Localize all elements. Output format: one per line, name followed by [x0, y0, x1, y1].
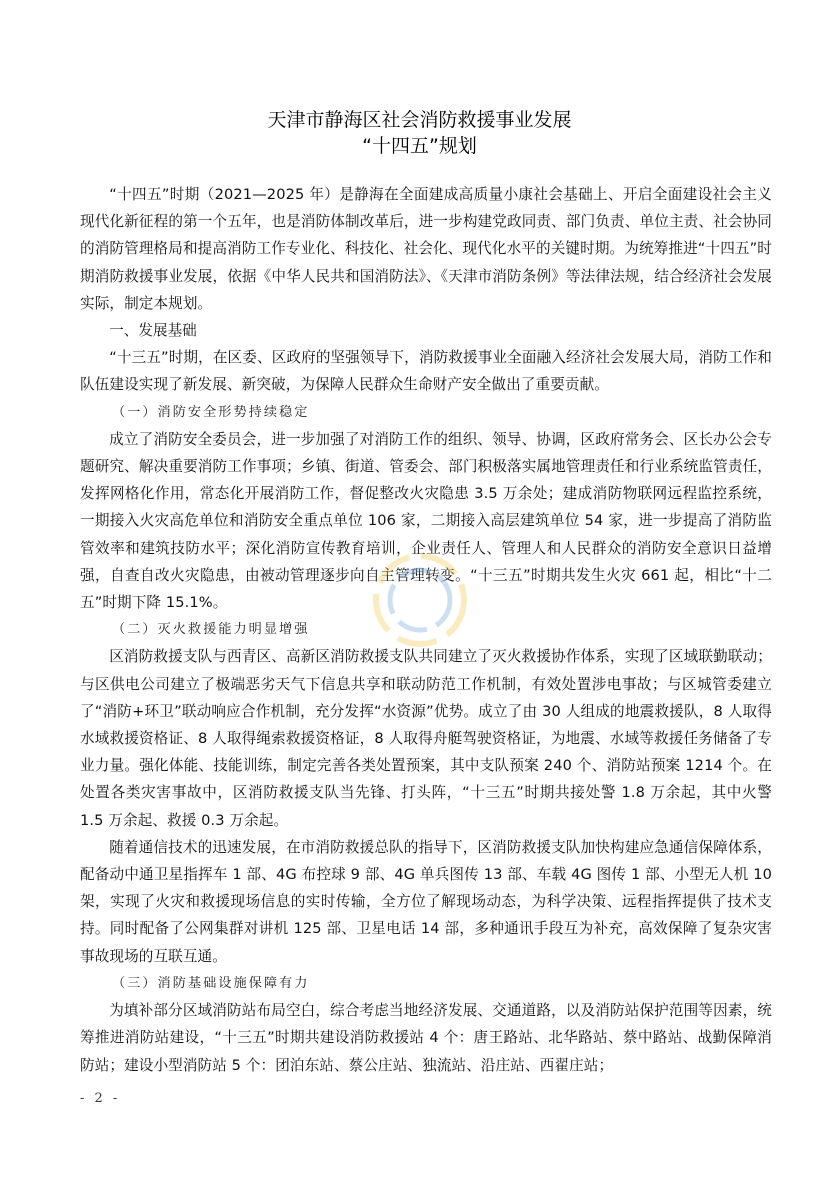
- page-number: - 2 -: [80, 1091, 121, 1106]
- fire-safety-paragraph: 成立了消防安全委员会，进一步加强了对消防工作的组织、领导、协调，区政府常务会、区长办公会专题研究、解决重要消防工作事项；乡镇、街道、管委会、部门积极落实属地管理责任和行业系统监管责任，发挥网格化作用，常态化开展消防工作，督促整改火灾隐患 3.5 万余处；建成消防物联网远程监控系统，一期接入火灾高危单位和消防安全重点单位 106 家，二期接入高层建筑单位 54 家，进一步提高了消防监管效率和建筑技防水平；深化消防宣传教育培训，企业责任人、管理人和人民群众的消防安全意识日益增强，自查自改火灾隐患，由被动管理逐步向自主管理转变。“十三五”时期共发生火灾 661 起，相比“十二五”时期下降 15.1%。: [80, 430, 772, 612]
- document-body: [80, 181, 772, 1079]
- document-title-line-1: 天津市静海区社会消防救援事业发展: [267, 109, 572, 131]
- subsection-heading-infrastructure: （三）消防基础设施保障有力: [112, 975, 310, 991]
- infrastructure-paragraph: 为填补部分区域消防站布局空白，综合考虑当地经济发展、交通道路，以及消防站保护范围等因素，统筹推进消防站建设，“十三五”时期共建设消防救援站 4 个：唐王路站、北华路站、蔡中路站、战勤保障消防站；建设小型消防站 5 个：团泊东站、蔡公庄站、独流站、沿庄站、西翟庄站；: [80, 1002, 772, 1074]
- subsection-heading-rescue-capability: （二）灭火救援能力明显增强: [112, 622, 310, 638]
- section-intro-paragraph: “十三五”时期，在区委、区政府的坚强领导下，消防救援事业全面融入经济社会发展大局，消防工作和队伍建设实现了新发展、新突破，为保障人民群众生命财产安全做出了重要贡献。: [80, 349, 772, 394]
- document-title-line-2: “十四五”规划: [362, 135, 477, 157]
- rescue-capability-paragraph: 区消防救援支队与西青区、高新区消防救援支队共同建立了灭火救援协作体系，实现了区域联勤联动；与区供电公司建立了极端恶劣天气下信息共享和联动防范工作机制，有效处置涉电事故；与区城管委建立了“消防+环卫”联动响应合作机制，充分发挥“水资源”优势。成立了由 30 人组成的地震救援队，8 人取得水域救援资格证、8 人取得绳索救援资格证，8 人取得舟艇驾驶资格证，为地震、水域等救援任务储备了专业力量。强化体能、技能训练，制定完善各类处置预案，其中支队预案 240 个、消防站预案 1214 个。在处置各类灾害事故中，区消防救援支队当先锋、打头阵，“十三五”时期共接处警 1.8 万余起，其中火警 1.5 万余起、救援 0.3 万余起。: [80, 648, 772, 829]
- intro-paragraph: “十四五”时期（2021—2025 年）是静海在全面建成高质量小康社会基础上、开启全面建设社会主义现代化新征程的第一个五年，也是消防体制改革后，进一步构建党政同责、部门负责、单位主责、社会协同的消防管理格局和提高消防工作专业化、科技化、社会化、现代化水平的关键时期。为统筹推进“十四五”时期消防救援事业发展，依据《中华人民共和国消防法》、《天津市消防条例》等法律法规，结合经济社会发展实际，制定本规划。: [80, 186, 772, 312]
- communication-paragraph: 随着通信技术的迅速发展，在市消防救援总队的指导下，区消防救援支队加快构建应急通信保障体系，配备动中通卫星指挥车 1 部、4G 布控球 9 部、4G 单兵图传 13 部、车载 4G 图传 1 部、小型无人机 10 架，实现了火灾和救援现场信息的实时传输，全方位了解现场动态，为科学决策、远程指挥提供了技术支持。同时配备了公网集群对讲机 125 部、卫星电话 14 部，多种通讯手段互为补充，高效保障了复杂灾害事故现场的互联互通。: [80, 838, 772, 965]
- section-heading-development-basis: 一、发展基础: [109, 322, 197, 340]
- subsection-heading-fire-safety: （一）消防安全形势持续稳定: [112, 404, 310, 420]
